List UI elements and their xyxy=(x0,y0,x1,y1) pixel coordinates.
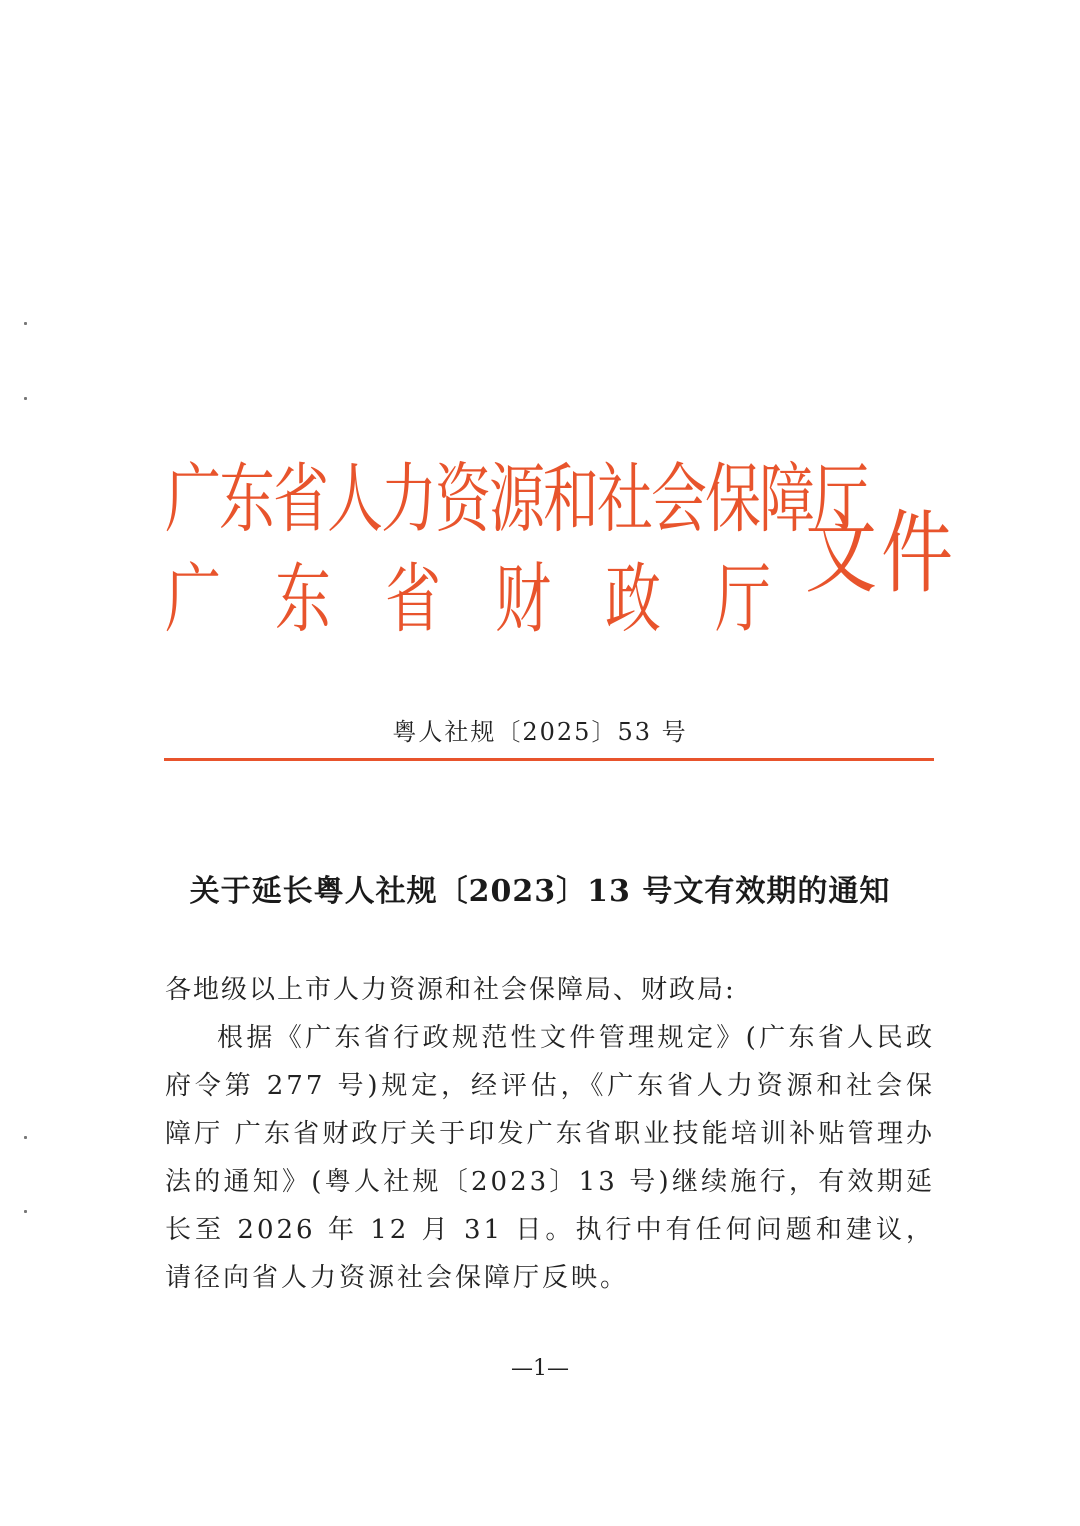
notice-title: 关于延长粤人社规〔2023〕13 号文有效期的通知 xyxy=(189,874,891,909)
scan-speck xyxy=(24,322,27,325)
addressee-line: 各地级以上市人力资源和社会保障局、财政局: xyxy=(165,975,736,1005)
red-divider-line xyxy=(164,758,934,761)
scan-speck xyxy=(24,397,27,400)
issuer-name-finance: 广东省财政厅 xyxy=(165,556,825,644)
page-number: —1— xyxy=(511,1356,569,1381)
document-word: 文件 xyxy=(805,500,958,605)
red-letterhead xyxy=(165,440,958,644)
notice-body xyxy=(165,966,935,1302)
scan-speck xyxy=(24,1210,27,1213)
body-paragraph: 根据《广东省行政规范性文件管理规定》(广东省人民政府令第 277 号)规定，经评估，《广东省人力资源和社会保障厅 广东省财政厅关于印发广东省职业技能培训补贴管理办法的通知》(粤人社规〔2023〕13 号)继续施行，有效期延长至 2026 年 12 月 31 日。执行中有任何问题和建议，请径向省人力资源社会保障厅反映。 xyxy=(165,1023,935,1293)
scan-speck xyxy=(24,1136,27,1139)
document-number: 粤人社规〔2025〕53 号 xyxy=(392,718,688,746)
issuer-name-hrss: 广东省人力资源和社会保障厅 xyxy=(165,456,867,544)
